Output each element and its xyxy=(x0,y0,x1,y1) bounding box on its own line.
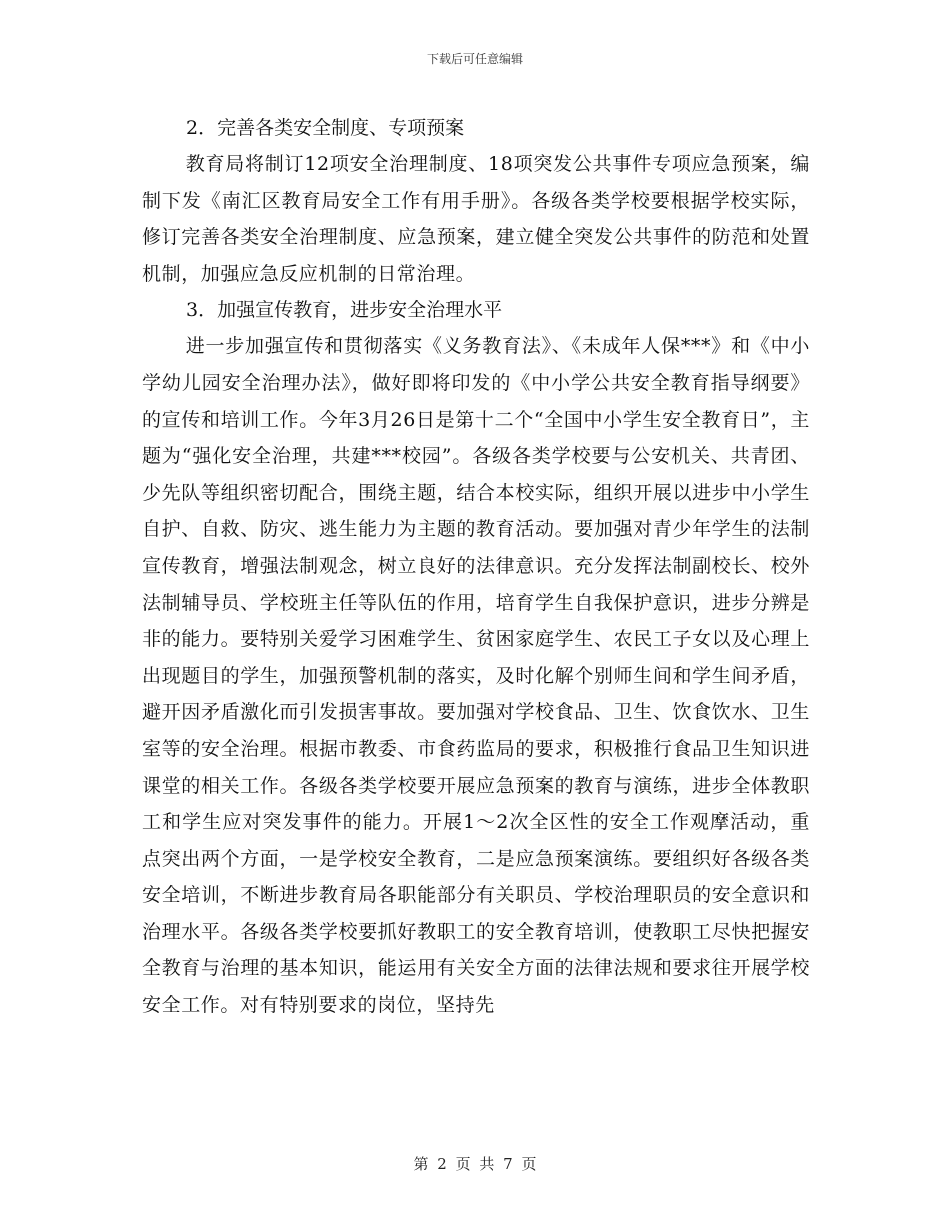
section-heading-2: 2．完善各类安全制度、专项预案 xyxy=(186,117,465,139)
section-heading-3: 3．加强宣传教育，进步安全治理水平 xyxy=(186,299,503,322)
section-paragraph-2: 教育局将制订12项安全治理制度、18项突发公共事件专项应急预案，编制下发《南汇区教育局安全工作有用手册》。各级各类学校要根据学校实际，修订完善各类安全治理制度、应急预案，建立健全突发公共事件的防范和处置机制，加强应急反应机制的日常治理。 xyxy=(142,153,810,285)
page-number-footer: 第 2 页 共 7 页 xyxy=(413,1155,537,1173)
section-paragraph-3: 进一步加强宣传和贯彻落实《义务教育法》、《未成年人保***》和《中小学幼儿园安全治理办法》，做好即将印发的《中小学公共安全教育指导纲要》的宣传和培训工作。今年3月26日是第十二个“全国中小学生安全教育日”，主题为“强化安全治理，共建***校园”。各级各类学校要与公安机关、共青团、少先队等组织密切配合，围绕主题，结合本校实际，组织开展以进步中小学生自护、自救、防灾、逃生能力为主题的教育活动。要加强对青少年学生的法制宣传教育，增强法制观念，树立良好的法律意识。充分发挥法制副校长、校外法制辅导员、学校班主任等队伍的作用，培育学生自我保护意识，进步分辨是非的能力。要特别关爱学习困难学生、贫困家庭学生、农民工子女以及心理上出现题目的学生，加强预警机制的落实，及时化解个别师生间和学生间矛盾，避开因矛盾激化而引发损害事故。要加强对学校食品、卫生、饮食饮水、卫生室等的安全治理。根据市教委、市食药监局的要求，积极推行食品卫生知识进课堂的相关工作。各级各类学校要开展应急预案的教育与演练，进步全体教职工和学生应对突发事件的能力。开展1～2次全区性的安全工作观摩活动，重点突出两个方面，一是学校安全教育，二是应急预案演练。要组织好各级各类安全培训，不断进步教育局各职能部分有关职员、学校治理职员的安全意识和治理水平。各级各类学校要抓好教职工的安全教育培训，使教职工尽快把握安全教育与治理的基本知识，能运用有关安全方面的法律法规和要求往开展学校安全工作。对有特别要求的岗位，坚持先 xyxy=(142,335,810,1017)
page-header-note: 下载后可任意编辑 xyxy=(426,52,523,66)
document-body xyxy=(142,110,810,1024)
